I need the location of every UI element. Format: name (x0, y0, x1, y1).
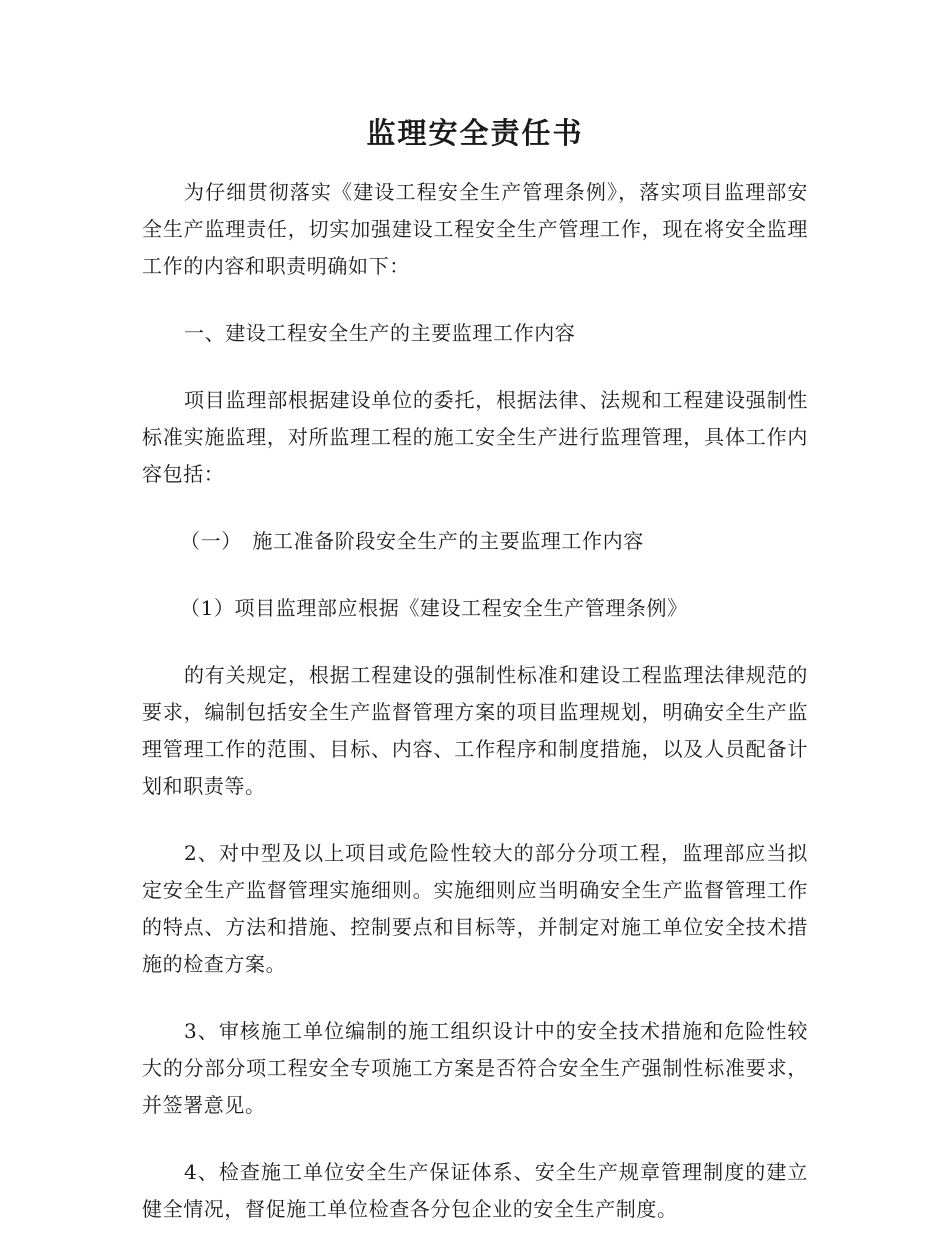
item-2-paragraph: 2、对中型及以上项目或危险性较大的部分分项工程，监理部应当拟定安全生产监督管理实施细则。实施细则应当明确安全生产监督管理工作的特点、方法和措施、控制要点和目标等，并制定对施工单位安全技术措施的检查方案。 (142, 841, 808, 976)
document-page (142, 106, 808, 1258)
item-1-paragraph: 的有关规定，根据工程建设的强制性标准和建设工程监理法律规范的要求，编制包括安全生产监督管理方案的项目监理规划，明确安全生产监理管理工作的范围、目标、内容、工作程序和制度措施，以及人员配备计划和职责等。 (142, 663, 808, 798)
subsection-heading-1: （一） 施工准备阶段安全生产的主要监理工作内容 (180, 529, 644, 553)
item-3-paragraph: 3、审核施工单位编制的施工组织设计中的安全技术措施和危险性较大的分部分项工程安全专项施工方案是否符合安全生产强制性标准要求，并签署意见。 (142, 1019, 808, 1117)
item-4-paragraph: 4、检查施工单位安全生产保证体系、安全生产规章管理制度的建立健全情况，督促施工单位检查各分包企业的安全生产制度。 (142, 1160, 808, 1221)
document-title: 监理安全责任书 (366, 116, 584, 150)
intro-paragraph: 为仔细贯彻落实《建设工程安全生产管理条例》，落实项目监理部安全生产监理责任，切实加强建设工程安全生产管理工作，现在将安全监理工作的内容和职责明确如下： (142, 180, 808, 278)
item-1-heading: （1）项目监理部应根据《建设工程安全生产管理条例》 (180, 596, 688, 620)
section-1-intro-paragraph: 项目监理部根据建设单位的委托，根据法律、法规和工程建设强制性标准实施监理，对所监理工程的施工安全生产进行监理管理，具体工作内容包括： (142, 388, 808, 486)
section-heading-1: 一、建设工程安全生产的主要监理工作内容 (184, 321, 576, 345)
